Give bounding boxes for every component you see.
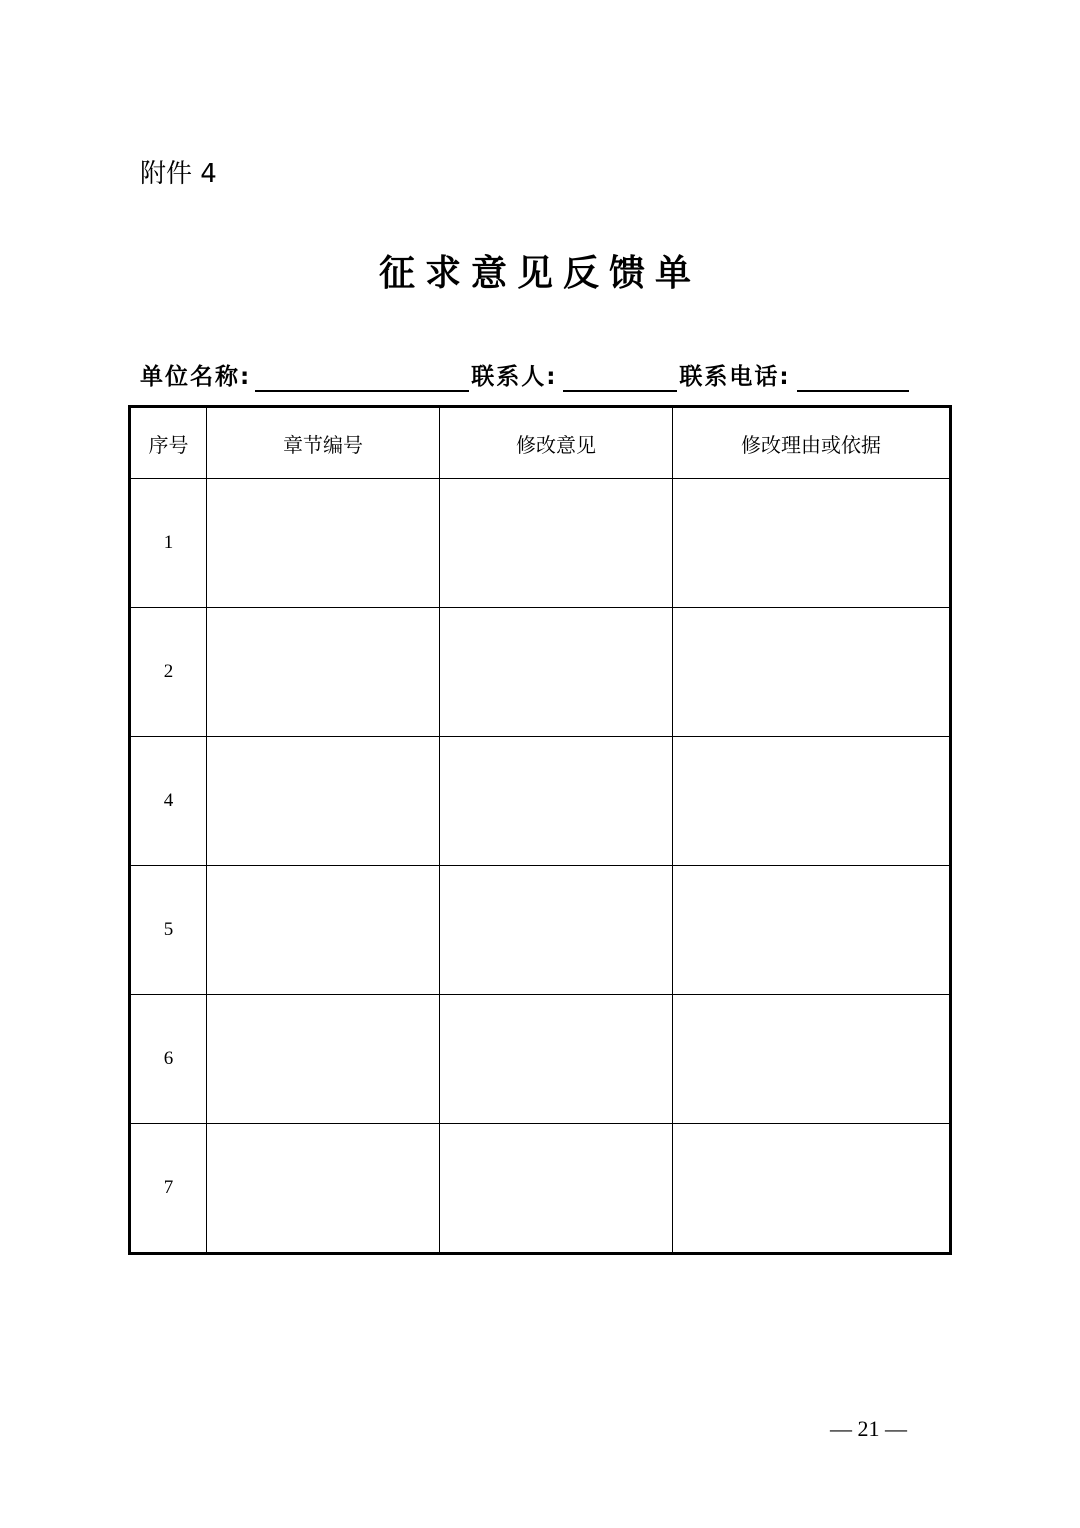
revision-reason-cell[interactable] (673, 737, 951, 866)
revision-comment-cell[interactable] (440, 866, 673, 995)
unit-name-blank[interactable] (255, 362, 469, 392)
revision-comment-cell[interactable] (440, 737, 673, 866)
table-row (130, 1124, 951, 1254)
page-number: — 21 — (830, 1416, 907, 1441)
header-revision-comment: 修改意见 (440, 407, 673, 479)
revision-reason-cell[interactable] (673, 866, 951, 995)
chapter-number-cell[interactable] (207, 866, 440, 995)
header-serial-number: 序号 (130, 407, 207, 479)
header-revision-reason: 修改理由或依据 (673, 407, 951, 479)
table-header-row (130, 407, 951, 479)
revision-comment-cell[interactable] (440, 479, 673, 608)
row-serial-number: 4 (130, 737, 207, 866)
chapter-number-cell[interactable] (207, 737, 440, 866)
phone-label: 联系电话: (679, 364, 791, 390)
table-row (130, 995, 951, 1124)
chapter-number-cell[interactable] (207, 1124, 440, 1254)
page-title: 征求意见反馈单 (378, 252, 701, 294)
chapter-number-cell[interactable] (207, 479, 440, 608)
attachment-label: 附件 4 (140, 159, 217, 189)
table-row (130, 737, 951, 866)
info-line (140, 356, 942, 392)
chapter-number-cell[interactable] (207, 608, 440, 737)
header-chapter-number: 章节编号 (207, 407, 440, 479)
revision-comment-cell[interactable] (440, 608, 673, 737)
row-serial-number: 5 (130, 866, 207, 995)
revision-reason-cell[interactable] (673, 995, 951, 1124)
revision-comment-cell[interactable] (440, 1124, 673, 1254)
feedback-table (128, 405, 952, 1255)
unit-name-label: 单位名称: (140, 364, 252, 390)
row-serial-number: 7 (130, 1124, 207, 1254)
contact-person-blank[interactable] (563, 362, 677, 392)
row-serial-number: 6 (130, 995, 207, 1124)
row-serial-number: 2 (130, 608, 207, 737)
contact-person-label: 联系人: (471, 364, 558, 390)
chapter-number-cell[interactable] (207, 995, 440, 1124)
table-row (130, 608, 951, 737)
row-serial-number: 1 (130, 479, 207, 608)
table-row (130, 479, 951, 608)
revision-reason-cell[interactable] (673, 608, 951, 737)
table-row (130, 866, 951, 995)
revision-reason-cell[interactable] (673, 479, 951, 608)
phone-blank[interactable] (797, 362, 909, 392)
revision-comment-cell[interactable] (440, 995, 673, 1124)
revision-reason-cell[interactable] (673, 1124, 951, 1254)
